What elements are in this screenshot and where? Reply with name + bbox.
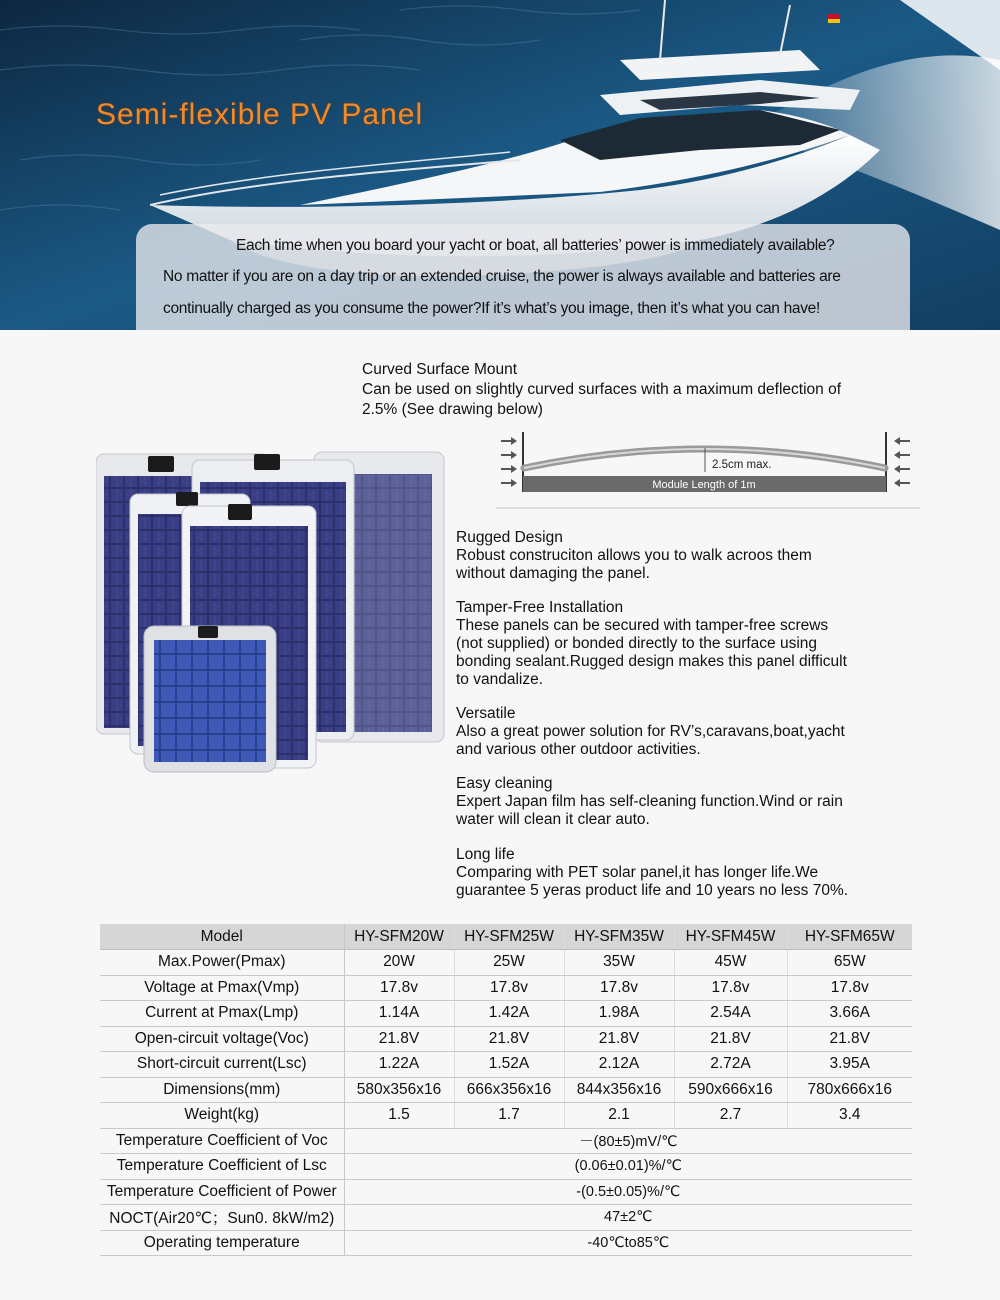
feature-versatile	[456, 705, 845, 759]
row-label: Max.Power(Pmax)	[100, 950, 344, 976]
table-row	[100, 1077, 912, 1103]
feature-title: Easy cleaning	[456, 775, 553, 792]
cell: 2.72A	[674, 1052, 787, 1078]
table-row	[100, 1001, 912, 1027]
table-row	[100, 1179, 912, 1205]
feature-line: to vandalize.	[456, 671, 544, 688]
feature-line: Also a great power solution for RV’s,caravans,boat,yacht	[456, 723, 845, 740]
cell: 1.5	[344, 1103, 454, 1129]
feature-long-life	[456, 846, 848, 900]
cell: 780x666x16	[787, 1077, 912, 1103]
cell: 17.8v	[787, 975, 912, 1001]
table-header-model: HY-SFM45W	[674, 924, 787, 950]
table-header-model: HY-SFM35W	[564, 924, 674, 950]
row-label: Current at Pmax(Lmp)	[100, 1001, 344, 1027]
curved-mount-line-2: 2.5% (See drawing below)	[362, 401, 543, 418]
feature-line: These panels can be secured with tamper-free screws	[456, 617, 829, 634]
feature-line: without damaging the panel.	[456, 565, 650, 582]
cell: 25W	[454, 950, 564, 976]
cell: 1.7	[454, 1103, 564, 1129]
row-label: Dimensions(mm)	[100, 1077, 344, 1103]
table-row	[100, 950, 912, 976]
cell: -(0.5±0.05)%/℃	[344, 1179, 912, 1205]
row-label: Weight(kg)	[100, 1103, 344, 1129]
feature-line: guarantee 5 yeras product life and 10 years no less 70%.	[456, 882, 849, 899]
page-title: Semi-flexible PV Panel	[96, 98, 424, 131]
module-length-label: Module Length of 1m	[652, 479, 756, 491]
spec-table	[100, 924, 912, 1256]
table-header-row	[100, 924, 912, 950]
feature-line: and various other outdoor activities.	[456, 741, 701, 758]
cell: 21.8V	[564, 1026, 674, 1052]
table-row	[100, 975, 912, 1001]
deflection-label: 2.5cm max.	[712, 459, 772, 471]
cell: 65W	[787, 950, 912, 976]
curvature-diagram	[496, 430, 920, 510]
cell: 3.95A	[787, 1052, 912, 1078]
feature-line: Expert Japan film has self-cleaning function.Wind or rain	[456, 793, 843, 810]
table-header-label: Model	[100, 924, 344, 950]
table-row	[100, 1230, 912, 1256]
cell: 1.22A	[344, 1052, 454, 1078]
curved-mount-title: Curved Surface Mount	[362, 361, 518, 378]
feature-line: Robust construciton allows you to walk acroos them	[456, 547, 812, 564]
table-row	[100, 1205, 912, 1231]
table-header-model: HY-SFM65W	[787, 924, 912, 950]
intro-line-1: Each time when you board your yacht or boat, all batteries’ power is immediately available?	[236, 237, 835, 254]
cell: 844x356x16	[564, 1077, 674, 1103]
row-label: Voltage at Pmax(Vmp)	[100, 975, 344, 1001]
cell: 580x356x16	[344, 1077, 454, 1103]
left-arrows-icon	[501, 437, 517, 487]
table-header-model: HY-SFM20W	[344, 924, 454, 950]
feature-line: (not supplied) or bonded directly to the surface using	[456, 635, 818, 652]
row-label: Open-circuit voltage(Voc)	[100, 1026, 344, 1052]
feature-title: Versatile	[456, 705, 516, 722]
cell: 1.98A	[564, 1001, 674, 1027]
row-label: Temperature Coefficient of Lsc	[100, 1154, 344, 1180]
cell: 590x666x16	[674, 1077, 787, 1103]
cell: 1.14A	[344, 1001, 454, 1027]
cell: 21.8V	[787, 1026, 912, 1052]
curved-mount-section	[362, 360, 841, 420]
right-arrows-icon	[894, 437, 910, 487]
feature-title: Long life	[456, 846, 515, 863]
cell: 45W	[674, 950, 787, 976]
feature-line: water will clean it clear auto.	[456, 811, 650, 828]
cell: (0.06±0.01)%/℃	[344, 1154, 912, 1180]
table-row	[100, 1026, 912, 1052]
cell: 17.8v	[674, 975, 787, 1001]
cell: 21.8V	[344, 1026, 454, 1052]
cell: 17.8v	[344, 975, 454, 1001]
cell: 35W	[564, 950, 674, 976]
intro-line-3: continually charged as you consume the power?If it’s what’s you image, then it’s what you can have!	[163, 300, 821, 317]
cell: 21.8V	[674, 1026, 787, 1052]
cell: 2.12A	[564, 1052, 674, 1078]
table-row	[100, 1128, 912, 1154]
feature-rugged-design	[456, 529, 812, 583]
cell: 3.4	[787, 1103, 912, 1129]
feature-title: Tamper-Free Installation	[456, 599, 624, 616]
table-row	[100, 1154, 912, 1180]
cell: -40℃to85℃	[344, 1230, 912, 1256]
feature-line: Comparing with PET solar panel,it has longer life.We	[456, 864, 819, 881]
cell: 1.52A	[454, 1052, 564, 1078]
table-row	[100, 1103, 912, 1129]
solar-panels-image	[96, 446, 446, 776]
feature-title: Rugged Design	[456, 529, 563, 546]
feature-tamper-free	[456, 599, 847, 689]
feature-line: bonding sealant.Rugged design makes this panel difficult	[456, 653, 847, 670]
cell: 666x356x16	[454, 1077, 564, 1103]
cell: 20W	[344, 950, 454, 976]
cell: 17.8v	[564, 975, 674, 1001]
row-label: Operating temperature	[100, 1230, 344, 1256]
cell: 2.1	[564, 1103, 674, 1129]
table-header-model: HY-SFM25W	[454, 924, 564, 950]
intro-line-2: No matter if you are on a day trip or an extended cruise, the power is always available and batteries are	[163, 268, 841, 285]
cell: 47±2℃	[344, 1205, 912, 1231]
intro-panel	[136, 224, 910, 330]
row-label: Temperature Coefficient of Power	[100, 1179, 344, 1205]
cell: 21.8V	[454, 1026, 564, 1052]
table-row	[100, 1052, 912, 1078]
row-label: NOCT(Air20℃；Sun0. 8kW/m2)	[100, 1205, 344, 1231]
curved-mount-line-1: Can be used on slightly curved surfaces with a maximum deflection of	[362, 381, 842, 398]
cell: 1.42A	[454, 1001, 564, 1027]
hero-banner	[0, 0, 1000, 330]
cell: 2.7	[674, 1103, 787, 1129]
cell: 3.66A	[787, 1001, 912, 1027]
cell: 17.8v	[454, 975, 564, 1001]
row-label: Temperature Coefficient of Voc	[100, 1128, 344, 1154]
cell: 2.54A	[674, 1001, 787, 1027]
feature-easy-cleaning	[456, 775, 843, 829]
row-label: Short-circuit current(Lsc)	[100, 1052, 344, 1078]
cell: －(80±5)mV/℃	[344, 1128, 912, 1154]
